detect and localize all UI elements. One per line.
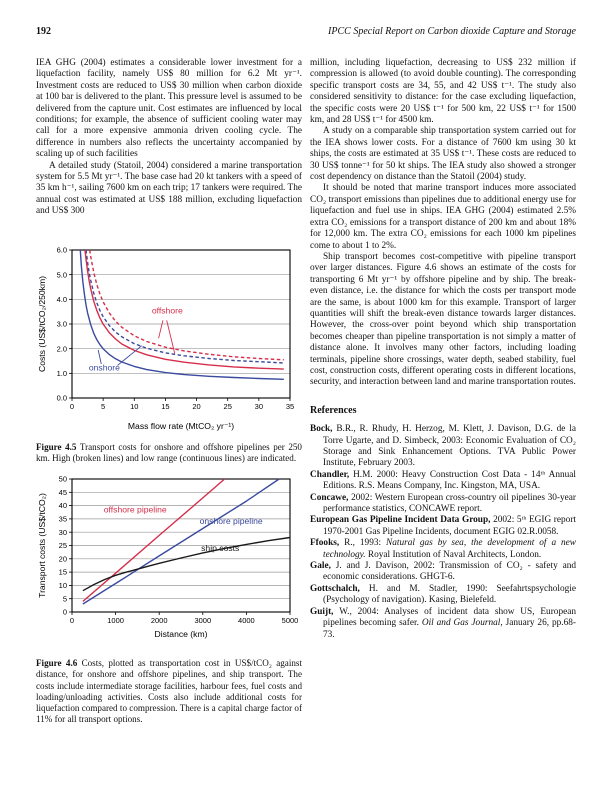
svg-text:10: 10 bbox=[130, 401, 139, 411]
svg-text:4.0: 4.0 bbox=[56, 294, 67, 304]
svg-text:onshore: onshore bbox=[88, 362, 120, 373]
reference-entry: Concawe, 2002: Western European cross-country oil pipelines 30-year performance statistics, CONCAWE report. bbox=[310, 492, 576, 515]
figure-4-5 bbox=[36, 244, 302, 432]
paragraph: It should be noted that marine transport induces more associated CO₂ transport emissions than pipelines due to additional energy use for liquefaction and fuel use in ships. IEA GHG (2004) estimated 2.5% extra CO₂ emissions for a transport distance of 200 km and about 18% for 12,000 km. The extra CO₂ emissions for each 1000 km pipelines come to about 1 to 2%. bbox=[310, 183, 576, 251]
svg-text:40: 40 bbox=[58, 501, 67, 511]
svg-text:15: 15 bbox=[161, 401, 170, 411]
figure-caption-label: Figure 4.6 bbox=[36, 658, 78, 669]
svg-text:offshore: offshore bbox=[151, 305, 183, 316]
svg-text:0: 0 bbox=[69, 401, 75, 411]
svg-text:5: 5 bbox=[101, 401, 106, 411]
figure-4-6-caption bbox=[36, 658, 302, 725]
svg-text:10: 10 bbox=[58, 581, 67, 591]
svg-text:offshore pipeline: offshore pipeline bbox=[103, 504, 167, 515]
reference-entry: Bock, B.R., R. Rhudy, H. Herzog, M. Klett, J. Davison, D.G. de la Torre Ugarte, and D. Simbeck, 2003: Economic Evaluation of CO₂ Storage and Sink Enhancement Options. TVA Public Power Institute, February 2003. bbox=[310, 424, 576, 469]
svg-text:20: 20 bbox=[192, 401, 201, 411]
svg-text:1000: 1000 bbox=[107, 616, 124, 626]
svg-text:25: 25 bbox=[223, 401, 232, 411]
paragraph: A detailed study (Statoil, 2004) considered a marine transportation system for 5.5 Mt yr⁻¹. The base case had 20 kt tankers with a speed of 35 km h⁻¹, sailing 7600 km on each trip; 17 tankers were required. The annual cost was estimated at US$ 188 million, excluding liquefaction and US$ 300 bbox=[36, 160, 302, 217]
reference-entry: Gale, J. and J. Davison, 2002: Transmission of CO₂ - safety and economic considerations. GHGT-6. bbox=[310, 561, 576, 583]
svg-text:Mass flow rate (MtCO₂ yr⁻¹): Mass flow rate (MtCO₂ yr⁻¹) bbox=[127, 420, 235, 431]
svg-text:20: 20 bbox=[58, 554, 67, 564]
svg-text:0: 0 bbox=[62, 607, 67, 617]
svg-text:15: 15 bbox=[58, 567, 67, 577]
svg-text:30: 30 bbox=[58, 527, 67, 537]
svg-text:0: 0 bbox=[69, 616, 75, 626]
references-list bbox=[310, 424, 576, 641]
svg-text:6.0: 6.0 bbox=[56, 245, 67, 255]
svg-text:5.0: 5.0 bbox=[56, 269, 67, 279]
figure-caption-text: Costs, plotted as transportation cost in US$/tCO₂ against distance, for onshore and offshore pipelines, and ship transport. The costs include intermediate storage facilities, harbour fees, fuel costs and loading/unloading activities. Costs also include additional costs for liquefaction compared to compression. There is a capital charge factor of 11% for all transport options. bbox=[36, 658, 302, 725]
figure-caption-label: Figure 4.5 bbox=[36, 441, 77, 452]
running-title: IPCC Special Report on Carbon dioxide Capture and Storage bbox=[328, 26, 576, 37]
svg-text:Distance (km): Distance (km) bbox=[154, 629, 208, 640]
svg-text:1.0: 1.0 bbox=[56, 368, 67, 378]
svg-text:Transport costs (US$/tCO₂): Transport costs (US$/tCO₂) bbox=[37, 493, 47, 598]
column-left bbox=[36, 58, 302, 725]
paragraph: million, including liquefaction, decreasing to US$ 232 million if compression is allowed (to avoid double counting). The corresponding specific transport costs are 34, 55, and 42 US$ t⁻¹. The study also considered sensitivity to distance: for the case excluding liquefaction, the specific costs were 20 US$ t⁻¹ for 500 km, 22 US$ t⁻¹ for 1500 km, and 28 US$ t⁻¹ for 4500 km. bbox=[310, 58, 576, 126]
svg-text:35: 35 bbox=[58, 514, 67, 524]
svg-text:3000: 3000 bbox=[194, 616, 212, 626]
svg-text:45: 45 bbox=[58, 487, 67, 497]
figure-4-6 bbox=[36, 472, 302, 640]
paragraph: IEA GHG (2004) estimates a considerable lower investment for a liquefaction facility, namely US$ 80 million for 6.2 Mt yr⁻¹. Investment costs are reduced to US$ 30 million when carbon dioxide at 100 bar is delivered to the plant. This pressure level is assumed to be delivered from the capture unit. Cost estimates are influenced by local conditions; for example, the absence of sufficient cooling water may call for a more expensive ammonia driven cooling cycle. The difference in numbers also reflects the uncertainty accompanied by scaling up of such facilities bbox=[36, 58, 302, 160]
reference-entry: Gottschalch, H. and M. Stadler, 1990: Seefahrtspsychologie (Psychology of navigation). Kasing, Bielefeld. bbox=[310, 583, 576, 606]
svg-text:50: 50 bbox=[58, 474, 67, 484]
reference-entry: Guijt, W., 2004: Analyses of incident data show US, European pipelines becoming safer. Oil and Gas Journal, January 26, pp.68-73. bbox=[310, 606, 576, 640]
svg-text:25: 25 bbox=[58, 541, 67, 551]
svg-text:ship costs: ship costs bbox=[201, 542, 240, 553]
svg-text:3.0: 3.0 bbox=[56, 319, 67, 329]
paragraph: A study on a comparable ship transportation system carried out for the IEA shows lower costs. For a distance of 7600 km using 30 kt ships, the costs are estimated at 35 US$ t⁻¹. These costs are reduced to 30 US$ tonne⁻¹ for 50 kt ships. The IEA study also showed a stronger cost dependency on distance than the Statoil (2004) study. bbox=[310, 126, 576, 183]
reference-entry: Ffooks, R., 1993: Natural gas by sea, the development of a new technology. Royal Institution of Naval Architects, London. bbox=[310, 538, 577, 560]
svg-text:4000: 4000 bbox=[238, 616, 255, 626]
reference-entry: Chandler, H.M. 2000: Heavy Construction Cost Data - 14ᵗʰ Annual Editions. R.S. Means Company, Inc. Kingston, MA, USA. bbox=[310, 469, 576, 492]
reference-entry: European Gas Pipeline Incident Data Group, 2002: 5ᵗʰ EGIG report 1970-2001 Gas Pipeline Incidents, document EGIG 02.R.0058. bbox=[310, 515, 577, 537]
figure-4-5-caption bbox=[36, 442, 302, 464]
svg-text:2000: 2000 bbox=[150, 616, 168, 626]
svg-text:35: 35 bbox=[285, 401, 295, 411]
svg-text:0.0: 0.0 bbox=[56, 393, 67, 403]
svg-text:5000: 5000 bbox=[281, 616, 299, 626]
page-number: 192 bbox=[36, 26, 51, 37]
figure-4-5-chart bbox=[36, 244, 302, 432]
figure-4-6-chart bbox=[36, 472, 302, 640]
svg-text:onshore pipeline: onshore pipeline bbox=[199, 516, 263, 527]
column-right bbox=[310, 58, 576, 641]
svg-text:30: 30 bbox=[254, 401, 264, 411]
svg-text:Costs (US$/tCO₂/250km): Costs (US$/tCO₂/250km) bbox=[37, 275, 47, 372]
references-heading: References bbox=[310, 404, 357, 416]
page-header bbox=[36, 26, 576, 37]
figure-caption-text: Transport costs for onshore and offshore pipelines per 250 km. High (broken lines) and low range (continuous lines) are indicated. bbox=[36, 441, 302, 463]
paragraph: Ship transport becomes cost-competitive with pipeline transport over larger distances. Figure 4.6 shows an estimate of the costs for transporting 6 Mt yr⁻¹ by offshore pipeline and by ship. The break-even distance, i.e. the distance for which the costs per transport mode are the same, is about 1000 km for this example. Transport of larger quantities will shift the break-even distance towards larger distances. However, the cross-over point beyond which ship transportation becomes cheaper than pipeline transportation is not simply a matter of distance alone. It involves many other factors, including loading terminals, pipeline shore crossings, water depth, seabed stability, fuel cost, construction costs, different operating costs in different locations, security, and interaction between land and marine transportation routes. bbox=[310, 251, 576, 388]
svg-text:5: 5 bbox=[62, 594, 67, 604]
svg-text:2.0: 2.0 bbox=[56, 343, 67, 353]
